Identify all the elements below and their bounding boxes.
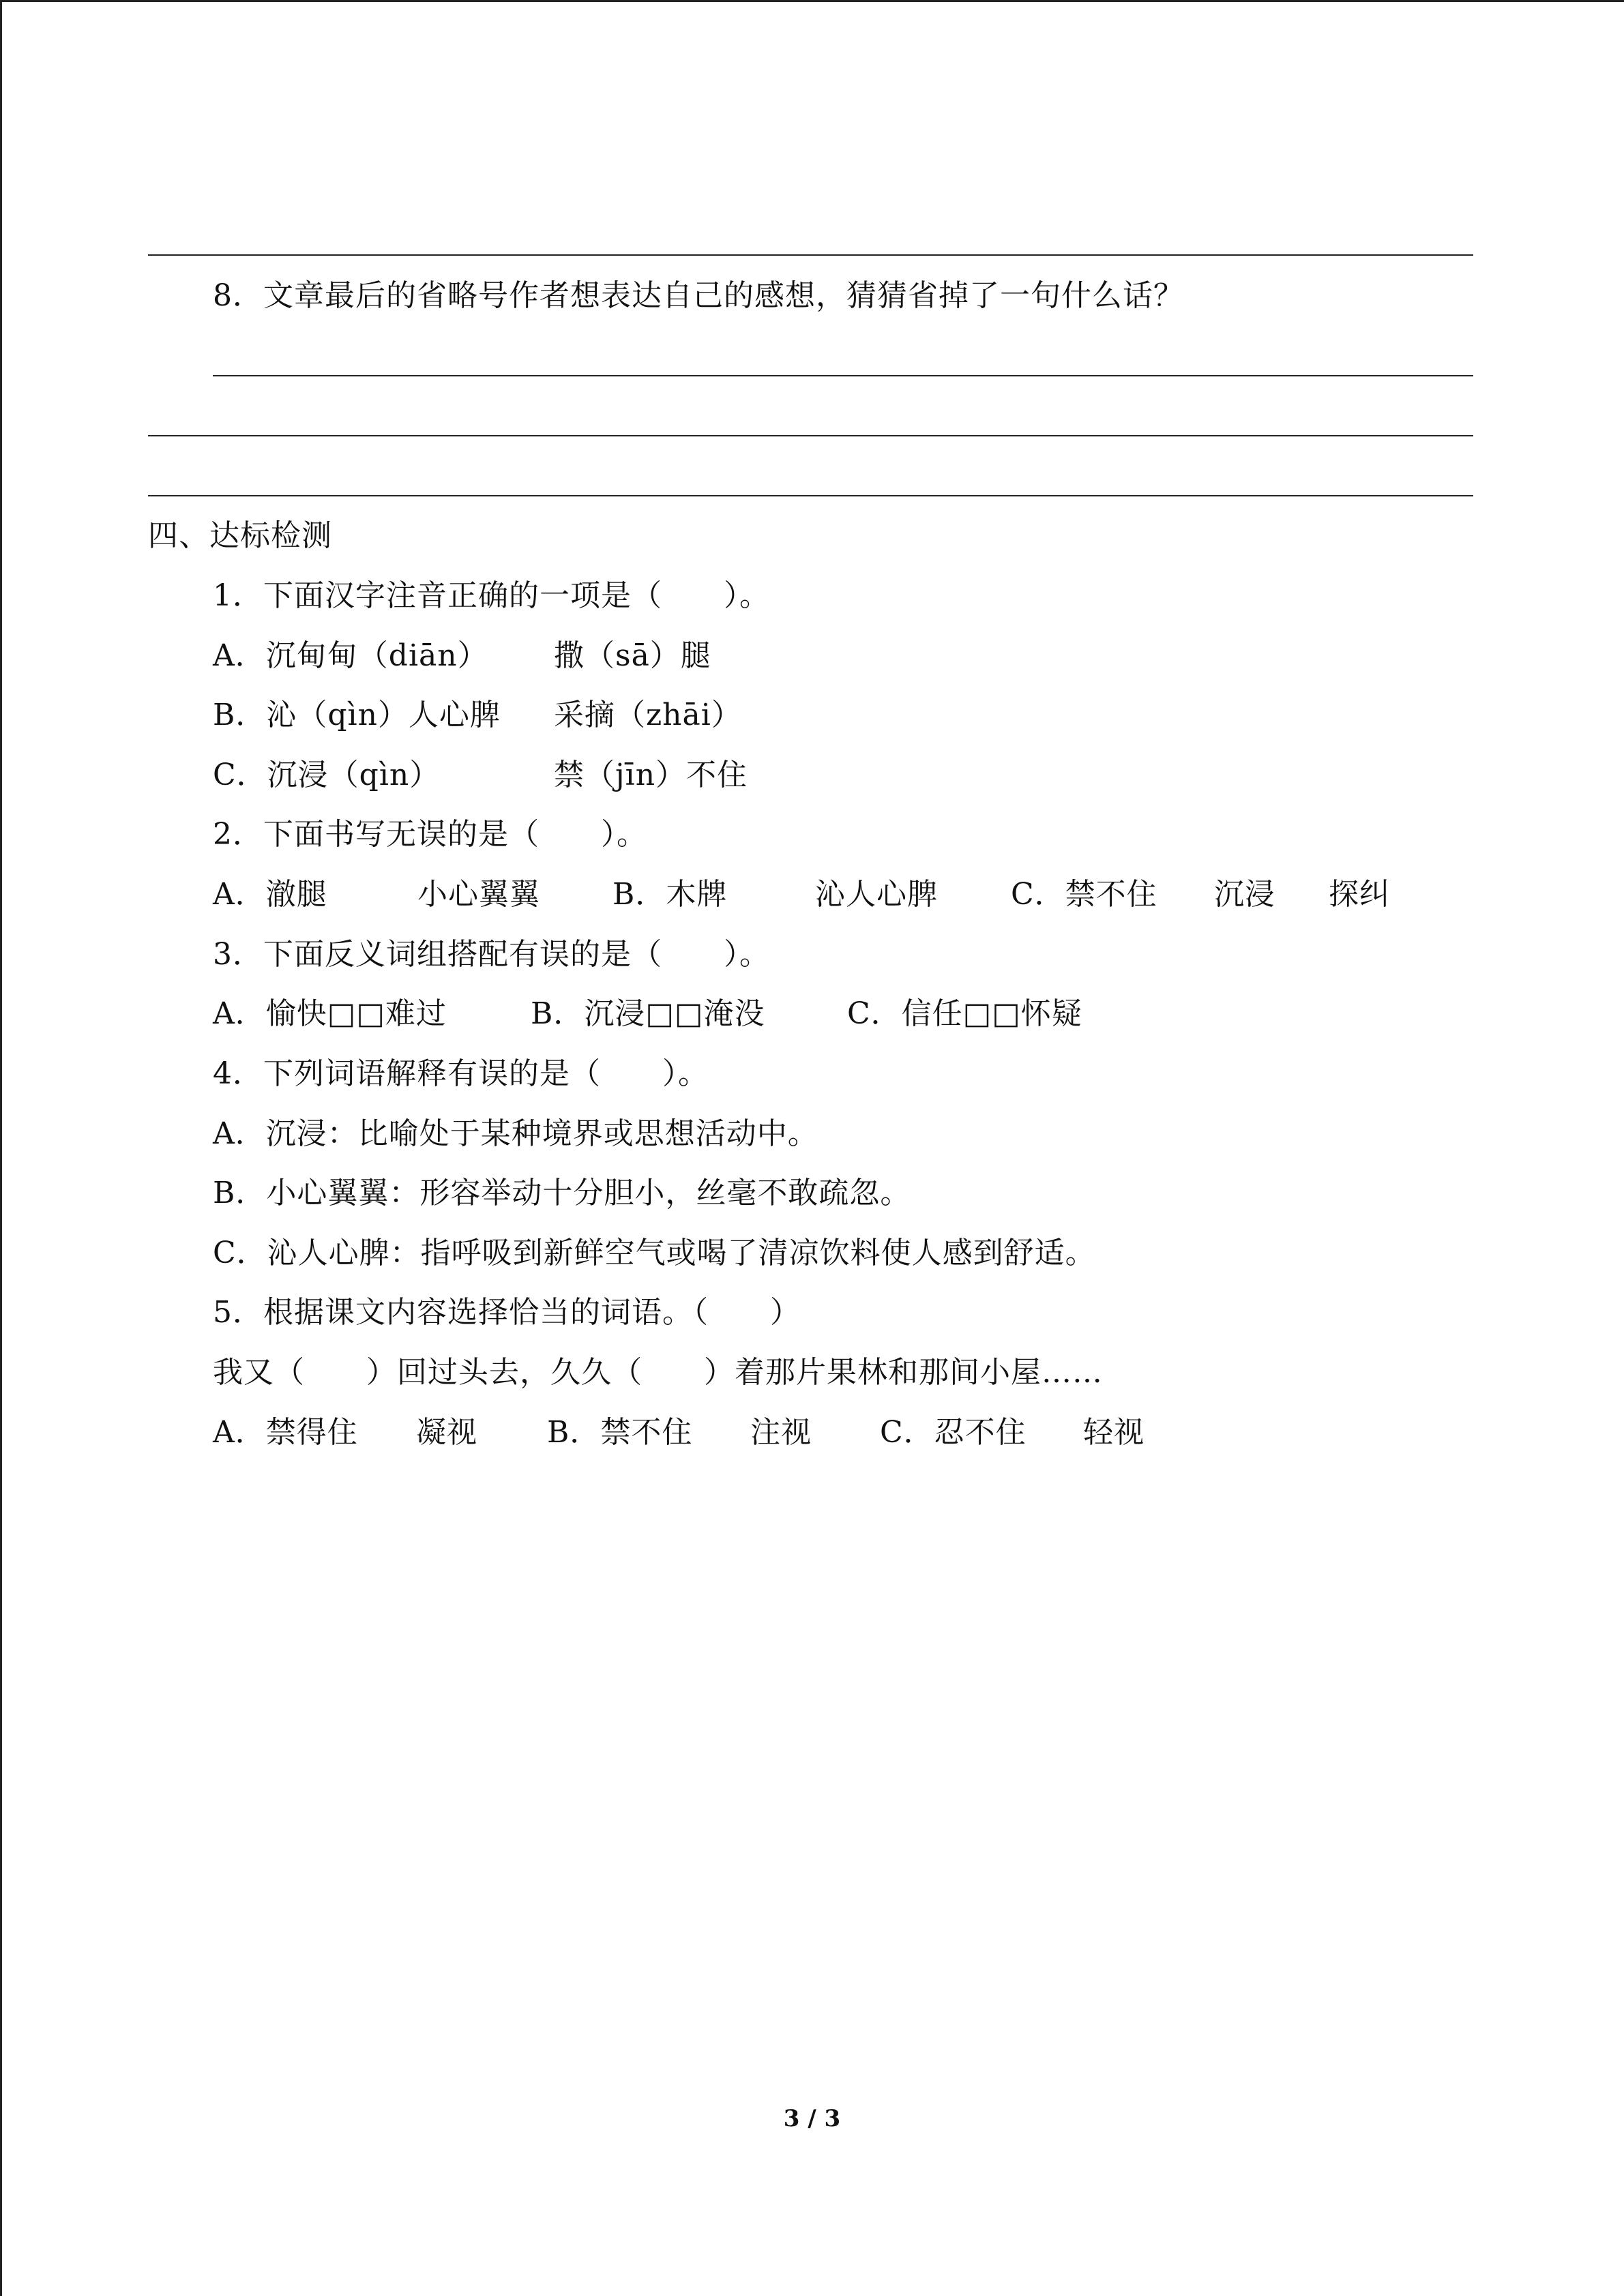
- question-1-stem: 1．下面汉字注音正确的一项是（ ）。: [213, 578, 770, 613]
- question-1-option-c-part2: 禁（jīn）不住: [554, 758, 748, 792]
- answer-line: [148, 435, 1473, 436]
- question-1-option-a: A．沉甸甸（diān）: [213, 638, 488, 673]
- question-5-option: 凝视: [416, 1415, 477, 1450]
- page-border: [0, 0, 2, 2296]
- question-2-option: 沉浸: [1214, 877, 1275, 912]
- question-8: 8．文章最后的省略号作者想表达自己的感想，猜猜省掉了一句什么话？: [213, 278, 1184, 313]
- question-2-option: B．木牌: [612, 877, 728, 912]
- question-5-sentence: 我又（ ）回过头去，久久（ ）着那片果林和那间小屋……: [213, 1355, 1103, 1390]
- question-1-option-a-part2: 撒（sā）腿: [554, 638, 711, 673]
- question-5-option: C．忍不住: [880, 1415, 1027, 1450]
- question-3-option: C．信任□□怀疑: [847, 996, 1082, 1031]
- question-1-option-b-part2: 采摘（zhāi）: [554, 698, 742, 732]
- question-2-option: 小心翼翼: [417, 877, 540, 912]
- answer-line: [148, 495, 1473, 496]
- question-4-option-c: C．沁人心脾：指呼吸到新鲜空气或喝了清凉饮料使人感到舒适。: [213, 1236, 1096, 1270]
- answer-line: [213, 375, 1473, 376]
- question-3-stem: 3．下面反义词组搭配有误的是（ ）。: [213, 937, 770, 972]
- question-1-option-b: B．沁（qìn）人心脾: [213, 698, 501, 732]
- question-2-option: 沁人心脾: [815, 877, 938, 912]
- question-4-option-b: B．小心翼翼：形容举动十分胆小，丝毫不敢疏忽。: [213, 1176, 911, 1210]
- question-2-option: 探纠: [1329, 877, 1390, 912]
- question-1-option-c: C．沉浸（qìn）: [213, 758, 441, 792]
- question-2-option: C．禁不住: [1011, 877, 1157, 912]
- question-5-option: B．禁不住: [547, 1415, 693, 1450]
- question-5-option: 注视: [750, 1415, 812, 1450]
- answer-line: [148, 254, 1473, 256]
- page-number: 3 / 3: [783, 2105, 841, 2132]
- question-4-stem: 4．下列词语解释有误的是（ ）。: [213, 1056, 709, 1091]
- question-5-option: 轻视: [1083, 1415, 1145, 1450]
- question-2-option: A．澈腿: [213, 877, 327, 912]
- question-4-option-a: A．沉浸：比喻处于某种境界或思想活动中。: [213, 1116, 818, 1151]
- question-3-option: A．愉快□□难过: [213, 996, 447, 1031]
- page-border: [0, 0, 1624, 2]
- question-3-option: B．沉浸□□淹没: [531, 996, 765, 1031]
- section-title: 四、达标检测: [148, 518, 332, 553]
- question-5-option: A．禁得住: [213, 1415, 358, 1450]
- question-5-stem: 5．根据课文内容选择恰当的词语。（ ）: [213, 1295, 801, 1330]
- question-2-stem: 2．下面书写无误的是（ ）。: [213, 817, 647, 852]
